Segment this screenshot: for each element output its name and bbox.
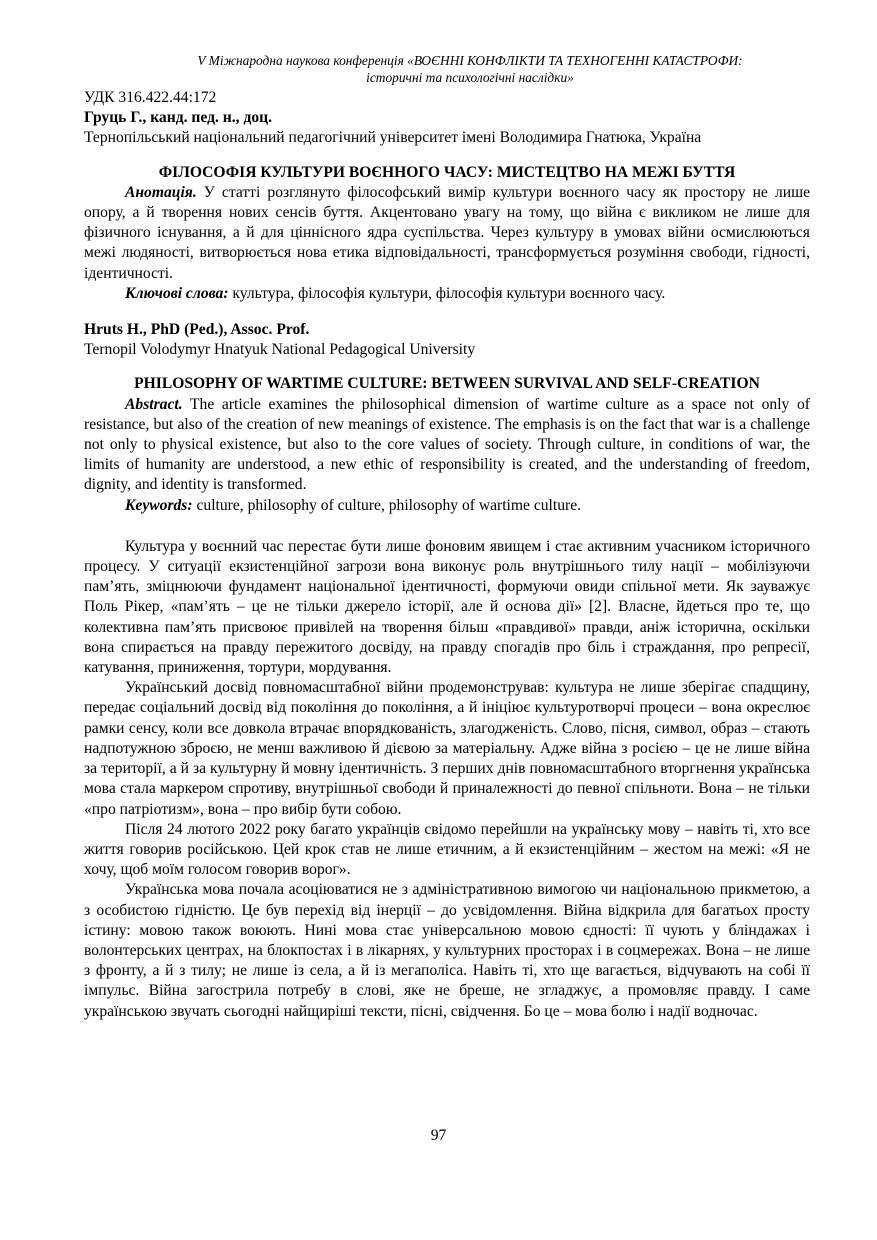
body-paragraph: Культура у воєнний час перестає бути лише фоновим явищем і стає активним учасником історичного процесу. У ситуації екзистенційної загрози вона виконує роль внутрішнього тилу нації – мобілізуючи пам’ять, зміцнюючи фундамент національної ідентичності, формуючи овиди спільної мети. Як зауважує Поль Рікер, «пам’ять – це не тільки джерело історії, але й основа дії» [2]. Власне, йдеться про те, що колективна пам’ять присвоює привілей на творення більш «правдивої» правди, аніж історична, оскільки вона спирається на правду пережитого досвіду, на правду спогадів про біль і страждання, про репресії, катування, приниження, тортури, мордування.	[84, 537, 810, 677]
keywords-text-en: culture, philosophy of culture, philosophy of wartime culture.	[192, 496, 582, 514]
running-header	[84, 52, 856, 86]
page-number: 97	[430, 1127, 447, 1144]
abstract-en	[84, 395, 810, 496]
abstract-text-en: The article examines the philosophical dimension of wartime culture as a space not only of resistance, but also of the creation of new meanings of existence. The emphasis is on the fact that war is a challenge not only to physical existence, but also to the core values of society. Through culture, in conditions of war, the limits of humanity are understood, a new ethic of responsibility is created, and the understanding of freedom, dignity, and identity is transformed.	[84, 395, 810, 494]
title-en: PHILOSOPHY OF WARTIME CULTURE: BETWEEN SURVIVAL AND SELF-CREATION	[134, 375, 760, 393]
abstract-label-ua: Анотація.	[125, 183, 197, 201]
title-ua: ФІЛОСОФІЯ КУЛЬТУРИ ВОЄННОГО ЧАСУ: МИСТЕЦТВО НА МЕЖІ БУТТЯ	[158, 163, 736, 181]
abstract-ua	[84, 183, 810, 284]
keywords-label-en: Keywords:	[125, 496, 193, 514]
running-header-line-2: історичні та психологічні наслідки»	[366, 70, 574, 85]
author-en: Hruts H., PhD (Ped.), Assoc. Prof.	[84, 321, 310, 339]
keywords-label-ua: Ключові слова:	[125, 284, 229, 302]
abstract-text-ua: У статті розглянуто філософський вимір культури воєнного часу як простору не лише опору, а й творення нових сенсів буття. Акцентовано увагу на тому, що війна є викликом не лише для фізичного існування, а й для ціннісного ядра суспільства. Через культуру в умовах війни осмислюються межі людяності, витворюється нова етика відповідальності, трансформується розуміння свободи, гідності, ідентичності.	[84, 183, 810, 282]
body-paragraph: Українська мова почала асоціюватися не з адміністративною вимогою чи національною прикметою, а з особистою гідністю. Це був перехід від інерції – до усвідомлення. Війна відкрила для багатьох просту істину: мовою також воюють. Нині мова стає універсальною мовою єдності: її чують у бліндажах і волонтерських центрах, на блокпостах і в лікарнях, у культурних просторах і в соцмережах. Вона – не лише з фронту, а й з тилу; не лише із села, а й із мегаполіса. Навіть ті, хто ще вагається, відчувають на собі її імпульс. Війна загострила потребу в слові, яке не бреше, не згладжує, а промовляє правду. І саме українською звучать сьогодні найщиріші тексти, пісні, свідчення. Бо це – мова болю і надії водночас.	[84, 881, 810, 1020]
udc-code: УДК 316.422.44:172	[84, 89, 217, 106]
keywords-en	[84, 496, 810, 516]
author-ua: Груць Г., канд. пед. н., доц.	[84, 109, 273, 127]
body-paragraph: Український досвід повномасштабної війни продемонстрував: культура не лише зберігає спадщину, передає соціальний досвід від покоління до покоління, а й ініціює культуротворчі процеси – вона окреслює рамки сенсу, коли все довкола втрачає впорядкованість, злагодженість. Слово, пісня, символ, образ – стають надпотужною зброєю, не менш важливою й дієвою за матеріальну. Адже війна з росією – це не лише війна за території, а й за культурну й мовну ідентичність. З перших днів повномасштабного вторгнення українська мова стала маркером спротиву, внутрішньої свободи й приналежності до певної спільноти. Вона – не тільки «про патріотизм», вона – про вибір бути собою.	[84, 679, 810, 818]
affiliation-ua: Тернопільський національний педагогічний університет імені Володимира Гнатюка, Україна	[84, 129, 702, 147]
keywords-ua	[84, 284, 810, 304]
keywords-text-ua: культура, філософія культури, філософія культури воєнного часу.	[228, 284, 666, 302]
running-header-line-1: V Міжнародна наукова конференція «ВОЄННІ КОНФЛІКТИ ТА ТЕХНОГЕННІ КАТАСТРОФИ:	[197, 53, 743, 68]
affiliation-en: Ternopil Volodymyr Hnatyuk National Pedagogical University	[84, 341, 476, 359]
abstract-label-en: Abstract.	[125, 395, 183, 413]
article-content	[84, 88, 810, 1022]
body-paragraph: Після 24 лютого 2022 року багато українців свідомо перейшли на українську мову – навіть ті, хто все життя говорив російською. Цей крок став не лише етичним, а й екзистенційним – жестом на межі: «Я не хочу, щоб моїм голосом говорив ворог».	[84, 820, 810, 879]
